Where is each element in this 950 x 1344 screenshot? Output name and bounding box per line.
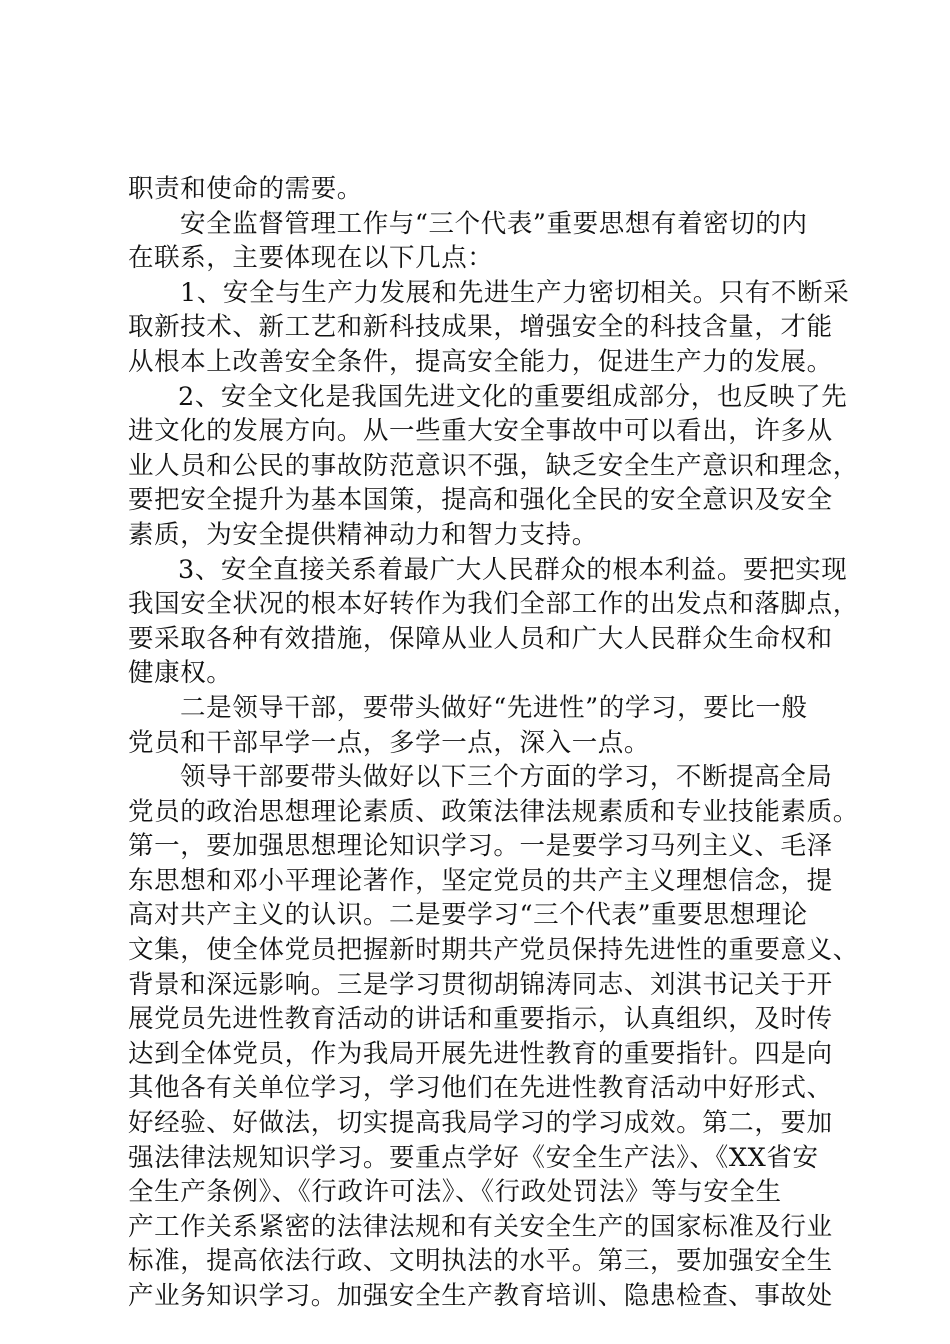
text-line: 产工作关系紧密的法律法规和有关安全生产的国家标准及行业 bbox=[128, 1211, 833, 1242]
paragraph-start-line: 安全监督管理工作与“三个代表”重要思想有着密切的内 bbox=[180, 208, 808, 239]
text-line: 好经验、好做法，切实提高我局学习的学习成效。第二，要加 bbox=[128, 1108, 833, 1139]
text-line: 强法律法规知识学习。要重点学好《安全生产法》、《XX省安 bbox=[128, 1142, 819, 1173]
list-item-3-start: 3、安全直接关系着最广大人民群众的根本利益。要把实现 bbox=[178, 554, 848, 585]
list-item-1-start: 1、安全与生产力发展和先进生产力密切相关。只有不断采 bbox=[180, 277, 850, 308]
text-line: 第一，要加强思想理论知识学习。一是要学习马列主义、毛泽 bbox=[128, 831, 833, 862]
text-line: 业人员和公民的事故防范意识不强，缺乏安全生产意识和理念， bbox=[128, 450, 859, 481]
text-line: 展党员先进性教育活动的讲话和重要指示，认真组织，及时传 bbox=[128, 1004, 833, 1035]
text-line: 产业务知识学习。加强安全生产教育培训、隐患检查、事故处 bbox=[128, 1281, 833, 1311]
paragraph-start-line: 领导干部要带头做好以下三个方面的学习，不断提高全局 bbox=[180, 762, 833, 793]
text-line: 党员的政治思想理论素质、政策法律法规素质和专业技能素质。 bbox=[128, 796, 859, 827]
text-line: 背景和深远影响。三是学习贯彻胡锦涛同志、刘淇书记关于开 bbox=[128, 969, 833, 1000]
text-line: 文集，使全体党员把握新时期共产党员保持先进性的重要意义、 bbox=[128, 935, 859, 966]
text-line: 全生产条例》、《行政许可法》、《行政处罚法》等与安全生 bbox=[128, 1177, 782, 1208]
text-line: 其他各有关单位学习，学习他们在先进性教育活动中好形式、 bbox=[128, 1073, 833, 1104]
document-body bbox=[128, 172, 859, 1314]
text-line: 在联系，主要体现在以下几点： bbox=[128, 243, 494, 274]
paragraph-start-line: 二是领导干部，要带头做好“先进性”的学习，要比一般 bbox=[180, 692, 808, 723]
text-line: 高对共产主义的认识。二是要学习“三个代表”重要思想理论 bbox=[128, 900, 808, 931]
text-line: 进文化的发展方向。从一些重大安全事故中可以看出，许多从 bbox=[128, 416, 833, 447]
text-line: 标准，提高依法行政、文明执法的水平。第三，要加强安全生 bbox=[128, 1246, 833, 1277]
list-item-2-start: 2、安全文化是我国先进文化的重要组成部分，也反映了先 bbox=[178, 381, 848, 412]
text-line: 职责和使命的需要。 bbox=[128, 174, 363, 204]
text-line: 我国安全状况的根本好转作为我们全部工作的出发点和落脚点， bbox=[128, 589, 859, 620]
text-line: 取新技术、新工艺和新科技成果，增强安全的科技含量，才能 bbox=[128, 312, 833, 343]
text-line: 党员和干部早学一点，多学一点，深入一点。 bbox=[128, 727, 651, 758]
text-line: 要采取各种有效措施，保障从业人员和广大人民群众生命权和 bbox=[128, 623, 833, 654]
text-line: 从根本上改善安全条件，提高安全能力，促进生产力的发展。 bbox=[128, 346, 833, 377]
text-line: 达到全体党员，作为我局开展先进性教育的重要指针。四是向 bbox=[128, 1038, 833, 1069]
text-line: 要把安全提升为基本国策，提高和强化全民的安全意识及安全 bbox=[128, 485, 833, 516]
text-line: 东思想和邓小平理论著作，坚定党员的共产主义理想信念，提 bbox=[128, 865, 833, 896]
text-line: 素质，为安全提供精神动力和智力支持。 bbox=[128, 519, 598, 550]
text-line: 健康权。 bbox=[128, 658, 233, 689]
